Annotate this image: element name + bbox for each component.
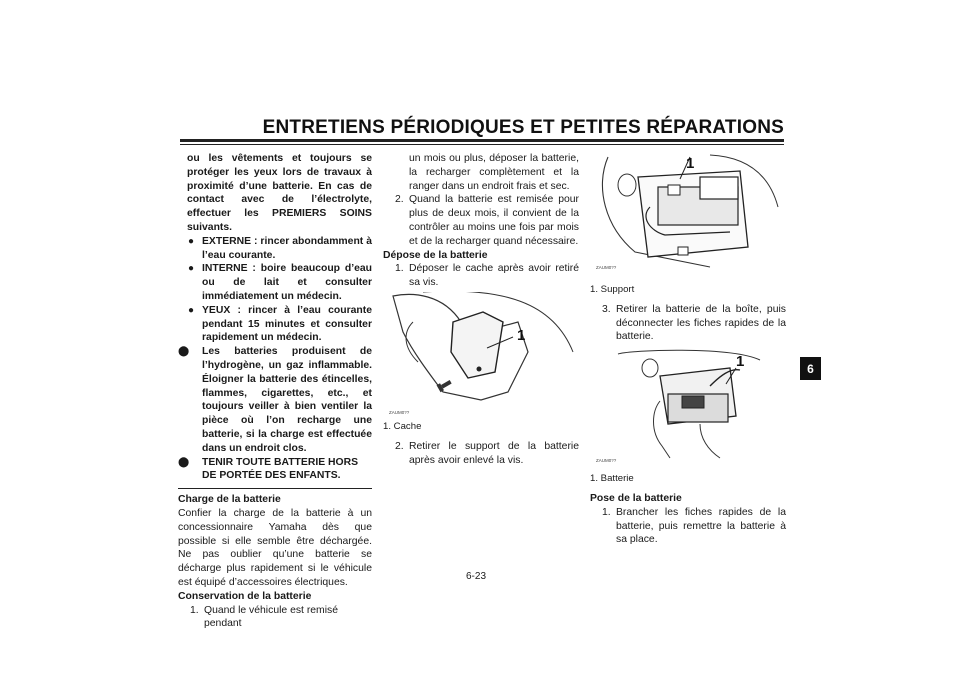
page-title: ENTRETIENS PÉRIODIQUES ET PETITES RÉPARATIONS (262, 117, 784, 138)
bullet-dot-icon: ● (188, 304, 195, 316)
column-right (590, 147, 786, 547)
illustration-support (590, 147, 786, 273)
callout-1: 1 (686, 155, 695, 172)
circle-bullet-icon: ⬤ (178, 346, 190, 358)
removal-step-2: 2. Retirer le support de la batterie après avoir enlevé la vis. (395, 440, 579, 466)
battery-illustration (590, 346, 786, 466)
install-step-1: 1. Brancher les fiches rapides de la batterie, puis remettre la batterie à sa place. (602, 506, 786, 546)
charge-text: Confier la charge de la batterie à un concessionnaire Yamaha dès que possible si elle semble être déchargée. Ne pas oublier qu’une batterie se décharge plus rapidement si le véhicule est équipé d’accessoires électriques. (178, 507, 372, 588)
removal-step-1: 1. Déposer le cache après avoir retiré sa vis. (395, 263, 579, 289)
storage-step-1-continued: un mois ou plus, déposer la batterie, la recharger complètement et la ranger dans un endroit frais et sec. (409, 153, 579, 192)
hydrogen-warning: ⬤ Les batteries produisent de l’hydrogène, un gaz inflammable. Éloigner la batterie des étincelles, flammes, cigarettes, etc., et toujours veiller à bien ventiler la pièce où l’on recharge une batterie, si la charge est effectuée dans un endroit clos. (178, 346, 372, 454)
illustration-code: ZAUM0?? (596, 265, 617, 270)
circle-bullet-icon: ⬤ (178, 456, 190, 468)
bullet-dot-icon: ● (188, 263, 195, 275)
caption-support: 1. Support (590, 284, 635, 295)
removal-heading: Dépose de la batterie (383, 249, 488, 261)
title-rule-thin (180, 144, 784, 145)
first-aid-external: ● EXTERNE : rincer abondamment à l’eau courante. (188, 235, 372, 261)
install-heading: Pose de la batterie (590, 492, 682, 504)
illustration-code: ZAUM0?? (389, 409, 410, 415)
warning-intro: ou les vêtements et toujours se protéger les yeux lors de travaux à proximité d’une batterie. En cas de contact avec de l’électrolyte, effectuer les PREMIERS SOINS suivants. (187, 153, 372, 233)
illustration-code: ZAUM0?? (596, 458, 617, 464)
page-number: 6-23 (466, 571, 487, 582)
storage-step-2: 2. Quand la batterie est remisée pour plus de deux mois, il convient de la contrôler au moins une fois par mois et de la recharger quand nécessaire. (395, 194, 579, 247)
caption-battery: 1. Batterie (590, 473, 634, 485)
illustration-battery (590, 346, 786, 466)
section-divider (178, 488, 372, 489)
first-aid-internal: ● INTERNE : boire beaucoup d’eau ou de lait et consulter immédiatement un médecin. (188, 263, 372, 302)
column-middle (383, 152, 579, 467)
chapter-tab[interactable]: 6 (800, 357, 821, 380)
illustration-cover (383, 292, 579, 418)
support-illustration (590, 147, 786, 273)
caption-cover: 1. Cache (383, 420, 422, 432)
title-rule-thick (180, 139, 784, 142)
first-aid-eyes: ● YEUX : rincer à l’eau courante pendant 15 minutes et consulter rapidement un médecin. (188, 304, 372, 344)
storage-step-1: 1. Quand le véhicule est remisé pendant (190, 604, 338, 630)
callout-1: 1 (736, 353, 745, 371)
children-warning: ⬤ TENIR TOUTE BATTERIE HORS DE PORTÉE DES ENFANTS. (178, 456, 359, 482)
callout-1: 1 (517, 326, 526, 344)
cover-illustration (383, 292, 579, 418)
removal-step-3: 3. Retirer la batterie de la boîte, puis déconnecter les fiches rapides de la batterie. (602, 303, 786, 343)
charge-heading: Charge de la batterie (178, 494, 281, 506)
bullet-dot-icon: ● (188, 235, 195, 247)
column-left (178, 152, 372, 631)
storage-heading: Conservation de la batterie (178, 590, 312, 602)
